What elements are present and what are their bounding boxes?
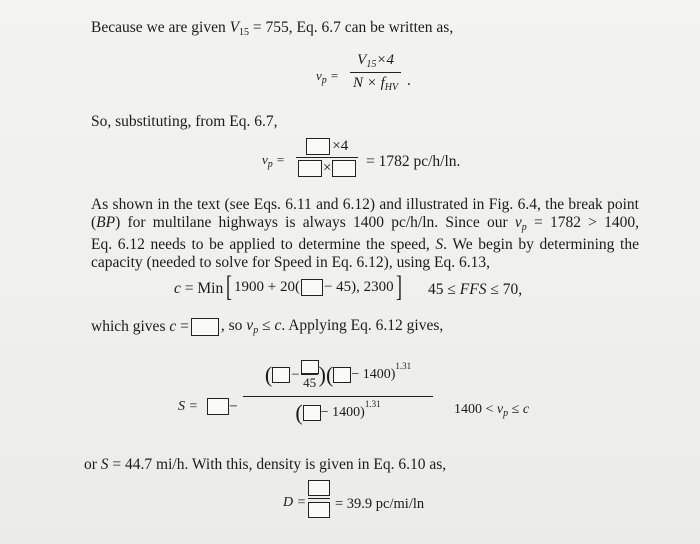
blank-box[interactable] [333, 367, 351, 383]
explanation-paragraph: As shown in the text (see Eqs. 6.11 and 6.12) and illustrated in Fig. 6.4, the break point (BP) for multilane highways is always 1400 pc/h/ln. Since our $v_p = 1782 > 1400$, Eq. 6.12 needs to be applied to determine the speed, S. We begin by determining the capacity (needed to solve for Speed in Eq. 6.12), using Eq. 6.13, [91, 196, 639, 271]
blank-box[interactable] [207, 398, 229, 415]
blank-box[interactable] [332, 160, 356, 177]
blank-box[interactable] [308, 480, 330, 496]
blank-box[interactable] [306, 138, 330, 155]
blank-box[interactable] [308, 502, 330, 518]
eq2-fraction: ×4 × [296, 138, 358, 177]
blank-box[interactable] [301, 360, 319, 374]
blank-box[interactable] [272, 367, 290, 383]
substitution-line: So, substituting, from Eq. 6.7, [91, 113, 278, 130]
blank-box[interactable] [301, 279, 323, 296]
intro-line: Because we are given $V_{15} = 755$, Eq. 6.7 can be written as, [91, 19, 454, 38]
blank-box[interactable] [191, 318, 219, 336]
eq4-fraction: ( − 45 )( − 1400) 1.31 ( − 1400) 1.31 [243, 356, 433, 429]
blank-box[interactable] [303, 405, 321, 421]
capacity-result-line: which gives c = , so $v_p \le c$. Applying Eq. 6.12 gives, [91, 317, 444, 336]
speed-result-line: or S = 44.7 mi/h. With this, density is given in Eq. 6.10 as, [84, 456, 447, 473]
eq5-fraction [308, 480, 330, 519]
eq1-fraction: $V_{15}\times 4$ $N \times f_{HV}$ [350, 52, 401, 93]
eq1-lhs: $v_p$ = [316, 68, 339, 86]
blank-box[interactable] [298, 160, 322, 177]
